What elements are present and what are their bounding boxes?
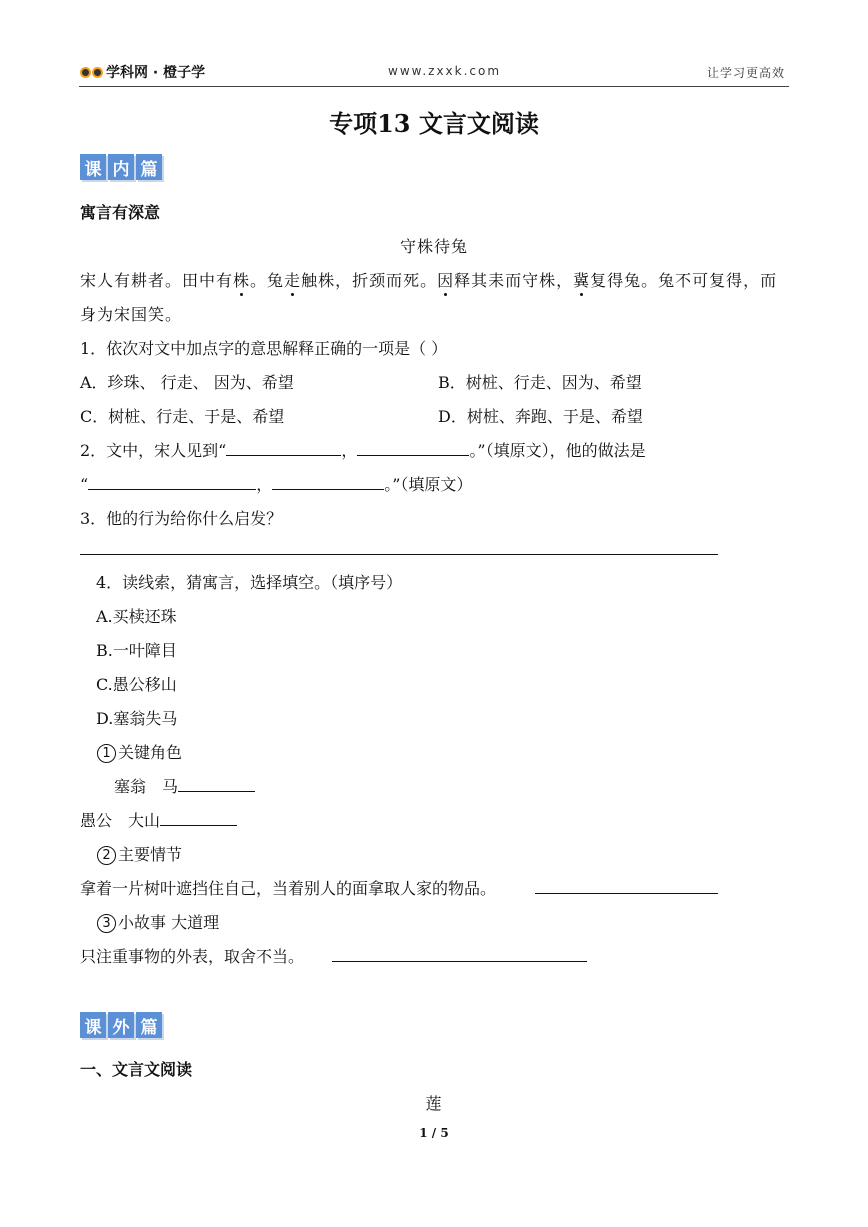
answer-blank[interactable] [88,475,256,490]
question-4-option-c: C.愚公移山 [96,675,177,694]
answer-blank[interactable] [160,811,237,826]
answer-blank[interactable] [357,441,469,456]
clue-3-label [97,910,219,933]
clue-1-label [97,740,182,763]
question-4-option-d: D.塞翁失马 [96,709,178,728]
header-divider [79,86,789,87]
answer-line[interactable] [80,554,718,555]
passage-text: 释其耒而守株， [454,271,574,290]
question-text: 。”（填原文），他的做法是 [469,441,646,460]
section-heading: 寓言有深意 [80,203,161,222]
passage-text: 复得兔。兔不可复得，而 [590,271,778,290]
question-2-line-1 [80,438,646,461]
answer-blank[interactable] [226,441,341,456]
passage-title: 莲 [425,1094,443,1113]
section-badge-kenei [80,154,162,180]
answer-line[interactable] [535,893,718,894]
dotted-char: 走 [284,268,301,291]
section-badge-kewai [80,1012,162,1038]
logo-glasses-icon [80,67,103,78]
passage-line-2: 身为宋国笑。 [80,305,183,324]
badge-char: 篇 [136,1012,162,1038]
logo-text: 学科网 · 橙子学 [106,65,206,81]
answer-line[interactable] [332,961,587,962]
page-number: 1 / 5 [419,1126,449,1140]
clue-text: 愚公 大山 [80,811,161,830]
clue-text: 塞翁 马 [114,777,179,796]
clue-1-line-1 [114,774,255,797]
badge-char: 课 [80,1012,106,1038]
dotted-char: 因 [437,268,454,291]
section-heading: 一、文言文阅读 [80,1060,193,1079]
question-1-option-d: D．树桩、奔跑、于是、希望 [438,407,643,426]
clue-2-text: 拿着一片树叶遮挡住自己，当着别人的面拿取人家的物品。 [80,879,497,898]
passage-title: 守株待兔 [399,237,468,256]
question-text: “ [80,475,89,494]
clue-1-line-2 [80,808,237,831]
answer-blank[interactable] [178,777,255,792]
passage-text: 宋人有耕者。田中有 [80,271,234,290]
question-1-stem: 1．依次对文中加点字的意思解释正确的一项是（ ） [80,339,448,358]
question-4-option-a: A.买椟还珠 [96,607,177,626]
passage-text: 。兔 [250,271,285,290]
passage-text: 触株，折颈而死。 [301,271,438,290]
page-title: 专项13 文言文阅读 [329,109,539,138]
badge-char: 内 [108,154,134,180]
question-4-stem: 4．读线索，猜寓言，选择填空。（填序号） [96,573,403,592]
question-1-option-a: A．珍珠、 行走、 因为、希望 [80,373,294,392]
clue-label-text: 小故事 大道理 [118,913,220,932]
circled-number: 2 [97,846,116,865]
circled-number: 3 [97,914,116,933]
header-url: www.zxxk.com [388,64,502,78]
clue-label-text: 主要情节 [118,845,183,864]
site-logo [80,62,205,82]
dotted-char: 冀 [573,268,590,291]
question-1-option-c: C．树桩、行走、于是、希望 [80,407,285,426]
clue-2-label [97,842,182,865]
badge-char: 课 [80,154,106,180]
answer-blank[interactable] [272,475,384,490]
passage-line-1 [80,268,777,291]
question-text: 。”（填原文） [384,475,473,494]
question-text: 2．文中，宋人见到“ [80,441,227,460]
badge-char: 篇 [136,154,162,180]
header-slogan: 让学习更高效 [707,66,786,80]
circled-number: 1 [97,744,116,763]
clue-3-text: 只注重事物的外表，取舍不当。 [80,947,305,966]
clue-label-text: 关键角色 [118,743,183,762]
question-text: ， [341,441,358,460]
badge-char: 外 [108,1012,134,1038]
question-4-option-b: B.一叶障目 [96,641,177,660]
question-text: ， [256,475,273,494]
question-2-line-2 [80,472,472,495]
dotted-char: 株 [233,268,250,291]
question-1-option-b: B．树桩、行走、因为、希望 [438,373,642,392]
question-3-stem: 3．他的行为给你什么启发？ [80,509,283,528]
